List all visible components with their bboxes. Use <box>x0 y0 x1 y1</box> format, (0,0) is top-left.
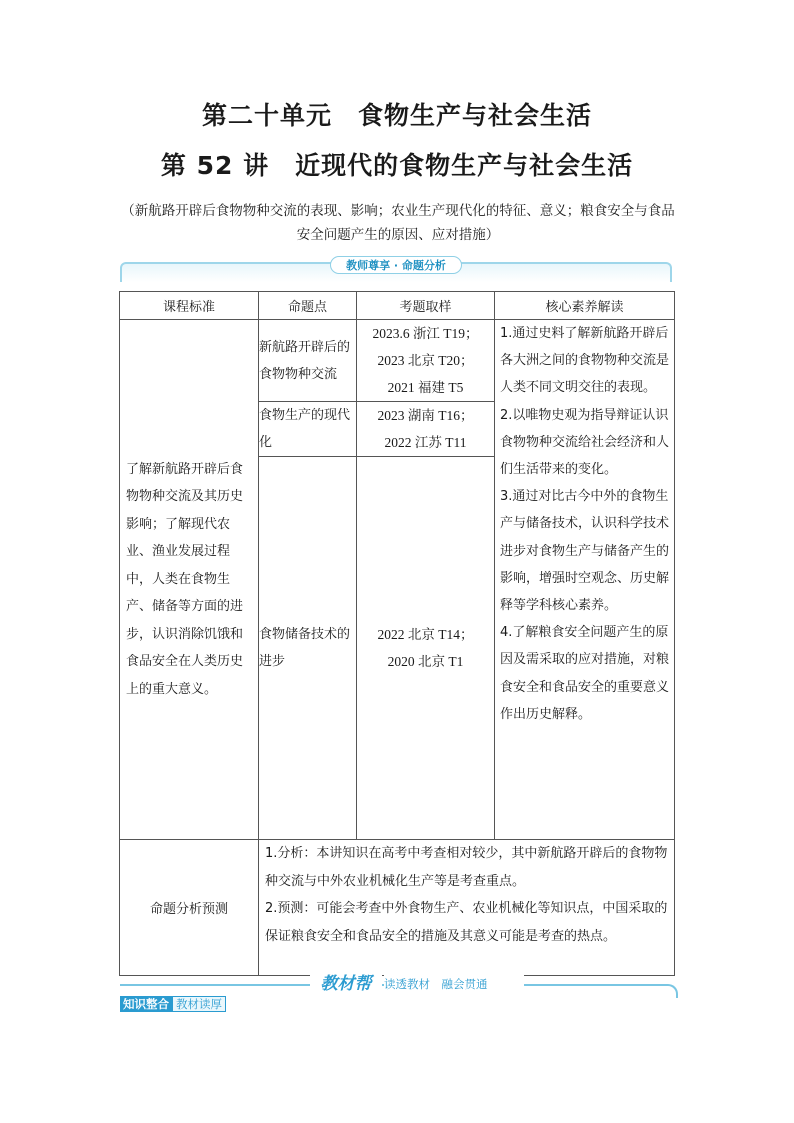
table-row <box>120 320 675 402</box>
table-header-row <box>120 292 675 320</box>
source-item: 2023.6 浙江 T19； <box>372 326 479 341</box>
header-core: 核心素养解读 <box>495 292 675 320</box>
source-item: 2021 福建 T5 <box>387 380 464 395</box>
core-item: 4.了解粮食安全问题产生的原因及需采取的应对措施，对粮食安全和食品安全的重要意义作出历史解释。 <box>500 625 670 722</box>
prediction-item: 1.分析：本讲知识在高考中考查相对较少，其中新航路开辟后的食物物种交流与中外农业机械化生产等是考查重点。 <box>265 846 668 889</box>
tag-textbook: 教材读厚 <box>172 996 226 1012</box>
unit-title: 第二十单元 食物生产与社会生活 <box>201 101 592 130</box>
teacher-banner <box>120 256 672 284</box>
core-literacy <box>495 320 675 840</box>
prediction-item: 2.预测：可能会考查中外食物生产、农业机械化等知识点，中国采取的保证粮食安全和食品安全的措施及其意义可能是考查的热点。 <box>265 901 668 944</box>
point-cell: 新航路开辟后的食物物种交流 <box>259 320 357 402</box>
core-item: 1.通过史料了解新航路开辟后各大洲之间的食物物种交流是人类不同文明交往的表现。 <box>500 326 670 396</box>
source-item: 2020 北京 T1 <box>387 654 464 669</box>
sources-cell <box>357 457 495 840</box>
source-item: 2022 北京 T14； <box>377 627 474 642</box>
sources-cell <box>357 320 495 402</box>
header-point: 命题点 <box>259 292 357 320</box>
header-sources: 考题取样 <box>357 292 495 320</box>
point-cell: 食物储备技术的进步 <box>259 457 357 840</box>
brand-motto: 读透教材 融会贯通 <box>384 975 524 993</box>
source-item: 2022 江苏 T11 <box>384 435 467 450</box>
curriculum-standard: 了解新航路开辟后食物物种交流及其历史影响；了解现代农业、渔业发展过程中，人类在食物生产、储备等方面的进步，认识消除饥饿和食品安全在人类历史上的重大意义。 <box>120 320 259 840</box>
core-item: 2.以唯物史观为指导辩证认识食物物种交流给社会经济和人们生活带来的变化。 <box>500 407 670 478</box>
brand-title: 教材帮 <box>310 972 382 996</box>
source-item: 2023 湖南 T16； <box>377 408 474 423</box>
core-item: 3.通过对比古今中外的食物生产与储备技术，认识科学技术进步对食物生产与储备产生的影响，增强时空观念、历史解释等学科核心素养。 <box>500 489 670 614</box>
section-tags <box>120 996 226 1012</box>
sources-cell <box>357 402 495 457</box>
prediction-row <box>120 840 675 976</box>
lecture-subtitle: （新航路开辟后食物物种交流的表现、影响；农业生产现代化的特征、意义；粮食安全与食品安全问题产生的原因、应对措施） <box>121 203 675 243</box>
source-item: 2023 北京 T20； <box>377 353 474 368</box>
tag-knowledge: 知识整合 <box>120 996 172 1012</box>
header-curriculum: 课程标准 <box>120 292 259 320</box>
lecture-title: 第 52 讲 近现代的食物生产与社会生活 <box>160 151 634 180</box>
prediction-content <box>259 840 675 976</box>
prediction-label: 命题分析预测 <box>120 840 259 976</box>
analysis-table <box>119 291 675 976</box>
point-cell: 食物生产的现代化 <box>259 402 357 457</box>
banner-label: 教师尊享 · 命题分析 <box>330 256 462 274</box>
